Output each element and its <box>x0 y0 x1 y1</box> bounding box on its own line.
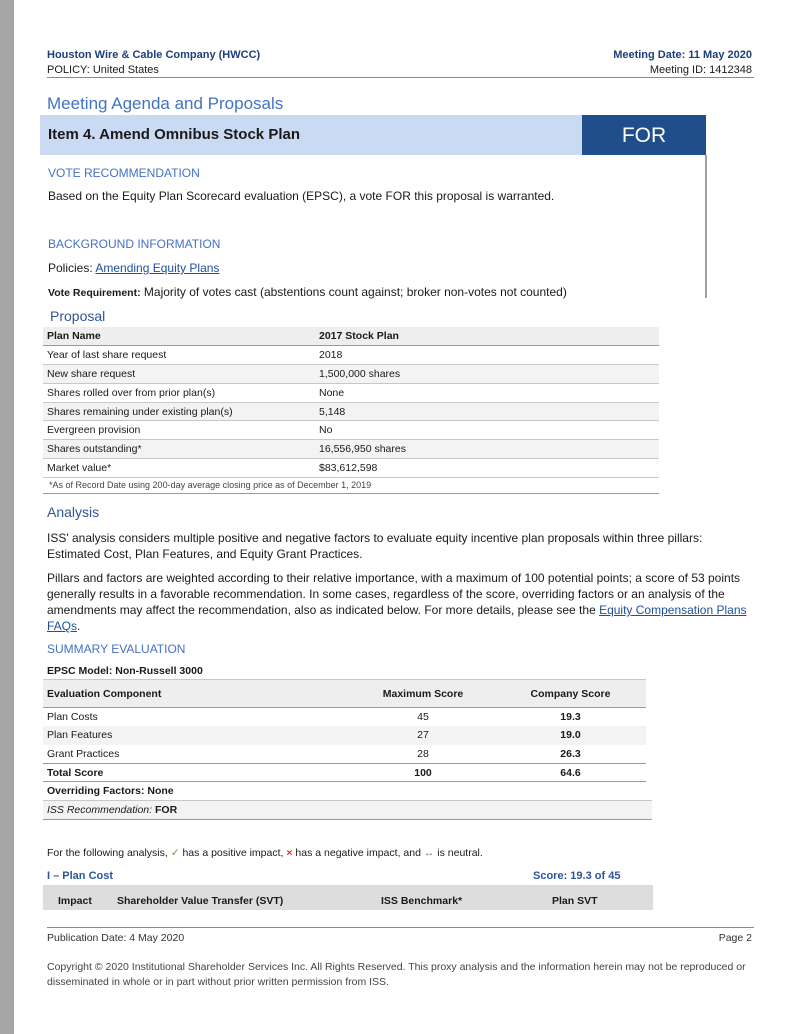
iss-rec-label: ISS Recommendation: <box>47 804 153 816</box>
meeting-date: 11 May 2020 <box>688 49 752 61</box>
header-cell: 2017 Stock Plan <box>315 327 659 346</box>
header-cell: Evaluation Component <box>43 680 351 708</box>
total-label: Total Score <box>43 763 351 782</box>
policy-label: POLICY: United States <box>47 64 159 76</box>
table-row <box>43 459 659 478</box>
max-score: 27 <box>351 726 491 745</box>
vote-requirement-line <box>48 285 567 299</box>
row-label: Market value* <box>43 459 315 478</box>
row-value: None <box>315 383 659 402</box>
summary-title: SUMMARY EVALUATION <box>47 642 186 656</box>
table-header-row <box>43 327 659 346</box>
table-row <box>43 383 659 402</box>
evaluation-table <box>43 679 646 782</box>
header-cell: Plan Name <box>43 327 315 346</box>
page-number: Page 2 <box>718 932 752 944</box>
vote-req-label: Vote Requirement: <box>48 287 141 299</box>
plan-cost-title: I – Plan Cost <box>47 870 114 882</box>
component-name: Plan Costs <box>47 711 98 724</box>
header-left <box>47 48 260 78</box>
vote-req-text: Majority of votes cast (abstentions count against; broker non-votes not counted) <box>143 285 567 299</box>
table-row <box>43 365 659 384</box>
total-max: 100 <box>351 763 491 782</box>
row-label: Shares outstanding* <box>43 440 315 459</box>
company-name: Houston Wire & Cable Company (HWCC) <box>47 49 261 61</box>
row-label: Shares rolled over from prior plan(s) <box>43 383 315 402</box>
overriding-factors: Overriding Factors: None <box>43 782 652 801</box>
row-label: Shares remaining under existing plan(s) <box>43 402 315 421</box>
max-score: 45 <box>417 711 429 724</box>
company-score: 19.0 <box>491 726 646 745</box>
check-icon: ✓ <box>170 847 180 859</box>
table-row <box>43 708 646 727</box>
policies-label: Policies: <box>48 261 93 275</box>
analysis-paragraph-2-end: . <box>77 619 81 633</box>
left-margin-bar <box>0 0 14 1034</box>
table-row <box>43 346 659 365</box>
vote-rec-text: Based on the Equity Plan Scorecard evaluation (EPSC), a vote FOR this proposal is warranted. <box>48 189 555 203</box>
header-right <box>613 48 752 78</box>
row-value: No <box>315 421 659 440</box>
header-divider <box>47 77 754 78</box>
amending-equity-plans-link[interactable]: Amending Equity Plans <box>95 261 220 275</box>
table-row <box>43 421 659 440</box>
total-score: 64.6 <box>491 763 646 782</box>
header-cell: Plan SVT <box>552 895 598 907</box>
analysis-paragraph-1: ISS' analysis considers multiple positive and negative factors to evaluate equity incentive plan proposals within three pillars: Estimated Cost, Plan Features, and Equity Grant Practices. <box>47 531 703 561</box>
row-label: Evergreen provision <box>43 421 315 440</box>
max-score: 28 <box>417 747 429 760</box>
company-score: 26.3 <box>560 747 581 760</box>
vote-badge: FOR <box>582 115 706 155</box>
proposal-title: Proposal <box>50 308 106 324</box>
plan-cost-header <box>43 885 653 910</box>
analysis-paragraph-2 <box>47 570 752 634</box>
analysis-paragraph-2-text: Pillars and factors are weighted according to their relative importance, with a maximum of 100 potential points; a score of 53 points generally results in a favorable recommendation. In some cases, regardless of the score, overriding factors or an analysis of the amendments may affect the recommendation, also as indicated below. For more details, please see the <box>47 571 741 617</box>
company-score: 19.3 <box>560 711 581 724</box>
copyright: Copyright © 2020 Institutional Shareholder Services Inc. All Rights Reserved. This proxy analysis and the information herein may not be reproduced or disseminated in whole or in part without prior written permission from ISS. <box>47 961 746 988</box>
header-cell: ISS Benchmark* <box>381 895 463 907</box>
analysis-title: Analysis <box>47 504 100 520</box>
plan-cost-score: Score: 19.3 of 45 <box>533 870 621 882</box>
item-title: Item 4. Amend Omnibus Stock Plan <box>40 115 582 155</box>
impact-legend <box>47 847 483 859</box>
component-name: Plan Features <box>43 726 351 745</box>
legend-neutral: is neutral. <box>437 847 483 859</box>
table-row <box>43 745 646 764</box>
proposal-footnote: *As of Record Date using 200-day average closing price as of December 1, 2019 <box>43 477 659 494</box>
cross-icon: × <box>286 847 293 859</box>
total-row <box>43 763 646 782</box>
row-label: New share request <box>43 365 315 384</box>
epsc-model: EPSC Model: Non-Russell 3000 <box>47 665 203 677</box>
header-cell: Company Score <box>491 680 646 708</box>
header-cell: Impact <box>58 895 92 907</box>
row-value: 1,500,000 shares <box>315 365 659 384</box>
neutral-arrow-icon: ↔ <box>423 847 435 859</box>
header-cell: Shareholder Value Transfer (SVT) <box>117 895 284 907</box>
proposal-table <box>43 327 659 478</box>
iss-recommendation <box>43 801 652 820</box>
row-value: 16,556,950 shares <box>315 440 659 459</box>
table-row <box>43 440 659 459</box>
meeting-date-label: Meeting Date: <box>613 49 686 61</box>
equity-compensation-faqs-link[interactable]: Equity Compensation Plans FAQs <box>47 603 747 633</box>
legend-negative: has a negative impact, and <box>295 847 421 859</box>
vote-rec-label: VOTE RECOMMENDATION <box>48 166 200 180</box>
publication-date: Publication Date: 4 May 2020 <box>47 932 185 944</box>
row-value: 5,148 <box>315 402 659 421</box>
row-label: Year of last share request <box>43 346 315 365</box>
meeting-id: Meeting ID: 1412348 <box>649 64 752 76</box>
table-header-row <box>43 680 646 708</box>
row-value: 2018 <box>315 346 659 365</box>
header-cell: Maximum Score <box>351 680 491 708</box>
row-value: $83,612,598 <box>315 459 659 478</box>
background-label: BACKGROUND INFORMATION <box>48 237 221 251</box>
table-row <box>43 726 646 745</box>
table-row <box>43 402 659 421</box>
iss-rec-value: FOR <box>154 804 178 816</box>
legend-intro: For the following analysis, <box>47 847 168 859</box>
legend-positive: has a positive impact, <box>182 847 284 859</box>
policies-line <box>48 261 219 275</box>
component-name: Grant Practices <box>47 747 120 760</box>
footer-divider <box>47 927 754 928</box>
section-title: Meeting Agenda and Proposals <box>47 94 284 113</box>
meeting-date-line <box>613 48 752 63</box>
